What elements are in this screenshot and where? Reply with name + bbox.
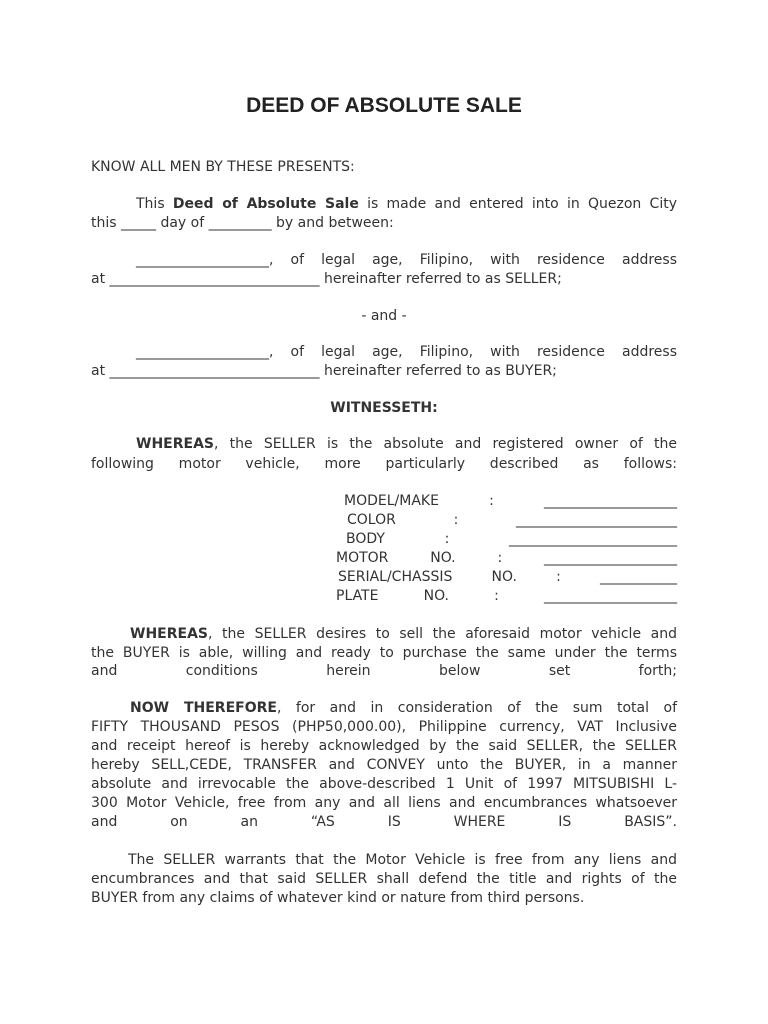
- vehicle-field-color: [347, 511, 677, 530]
- now-therefore-line-2: FIFTY THOUSAND PESOS (PHP50,000.00), Philippine currency, VAT Inclusive: [91, 719, 677, 735]
- now-therefore-line-3: and receipt hereof is hereby acknowledged by the said SELLER, the SELLER: [91, 738, 677, 754]
- field-sep: :: [556, 569, 561, 585]
- and-separator: - and -: [361, 308, 407, 324]
- now-therefore-bold: NOW THEREFORE: [130, 700, 277, 716]
- field-label: MOTOR NO.: [336, 550, 456, 566]
- intro-text: This: [136, 196, 173, 212]
- intro-bold: Deed of Absolute Sale: [172, 196, 359, 212]
- vehicle-field-body: [346, 530, 677, 549]
- now-therefore-line-4: hereby SELL,CEDE, TRANSFER and CONVEY unto the BUYER, in a manner: [91, 757, 677, 773]
- warranty-line-2: encumbrances and that said SELLER shall defend the title and rights of the: [91, 871, 677, 887]
- vehicle-field-plate: [336, 587, 677, 606]
- whereas1-text: , the SELLER is the absolute and registered owner of the: [213, 436, 677, 452]
- buyer-line-1: ___________________, of legal age, Filipino, with residence address: [136, 344, 677, 360]
- seller-line-2: at ______________________________ hereinafter referred to as SELLER;: [91, 271, 562, 287]
- whereas1-line-1: [136, 435, 677, 454]
- document-title: DEED OF ABSOLUTE SALE: [246, 94, 522, 117]
- intro-line-1: [136, 195, 677, 214]
- now-therefore-line-7: and on an “AS IS WHERE IS BASIS”.: [91, 814, 677, 830]
- whereas1-line-2: following motor vehicle, more particularly described as follows:: [91, 456, 677, 472]
- field-label: SERIAL/CHASSIS NO.: [338, 569, 517, 585]
- field-blank: ___________________: [544, 493, 677, 509]
- warranty-line-1: The SELLER warrants that the Motor Vehicle is free from any liens and: [128, 852, 677, 868]
- now-therefore-line-1: [130, 699, 677, 718]
- vehicle-field-motor: [336, 549, 677, 568]
- field-label: MODEL/MAKE: [344, 493, 439, 509]
- field-sep: :: [497, 550, 503, 566]
- field-label: BODY: [346, 531, 385, 547]
- seller-line-1: ___________________, of legal age, Filipino, with residence address: [136, 252, 677, 268]
- field-blank: _______________________: [516, 512, 677, 528]
- whereas2-text: , the SELLER desires to sell the aforesaid motor vehicle and: [207, 626, 677, 642]
- witnesseth-heading: WITNESSETH:: [330, 400, 438, 416]
- now-therefore-line-5: absolute and irrevocable the above-described 1 Unit of 1997 MITSUBISHI L-: [91, 776, 677, 792]
- whereas1-bold: WHEREAS: [136, 436, 214, 452]
- field-label: COLOR: [347, 512, 396, 528]
- whereas2-line-1: [130, 625, 677, 644]
- vehicle-field-model: [344, 492, 677, 511]
- buyer-line-2: at ______________________________ hereinafter referred to as BUYER;: [91, 363, 557, 379]
- whereas2-line-2: the BUYER is able, willing and ready to purchase the same under the terms: [91, 645, 677, 661]
- intro-text-rest: is made and entered into in Quezon City: [358, 196, 677, 212]
- vehicle-field-serial: [338, 568, 677, 587]
- field-sep: :: [453, 512, 459, 528]
- now-therefore-line-6: 300 Motor Vehicle, free from any and all liens and encumbrances whatsoever: [91, 795, 677, 811]
- warranty-line-3: BUYER from any claims of whatever kind or nature from third persons.: [91, 890, 585, 906]
- field-sep: :: [444, 531, 450, 547]
- whereas2-bold: WHEREAS: [130, 626, 208, 642]
- field-sep: :: [494, 588, 499, 604]
- intro-line-2: this _____ day of _________ by and between:: [91, 215, 394, 231]
- field-blank: ___________________: [544, 588, 678, 604]
- field-blank: ___________: [600, 569, 677, 585]
- now-therefore-text: , for and in consideration of the sum total of: [276, 700, 677, 716]
- preamble: KNOW ALL MEN BY THESE PRESENTS:: [91, 159, 355, 175]
- field-blank: ________________________: [509, 531, 678, 547]
- whereas2-line-3: and conditions herein below set forth;: [91, 663, 677, 679]
- field-label: PLATE NO.: [336, 588, 449, 604]
- field-blank: ___________________: [544, 550, 678, 566]
- field-sep: :: [489, 493, 494, 509]
